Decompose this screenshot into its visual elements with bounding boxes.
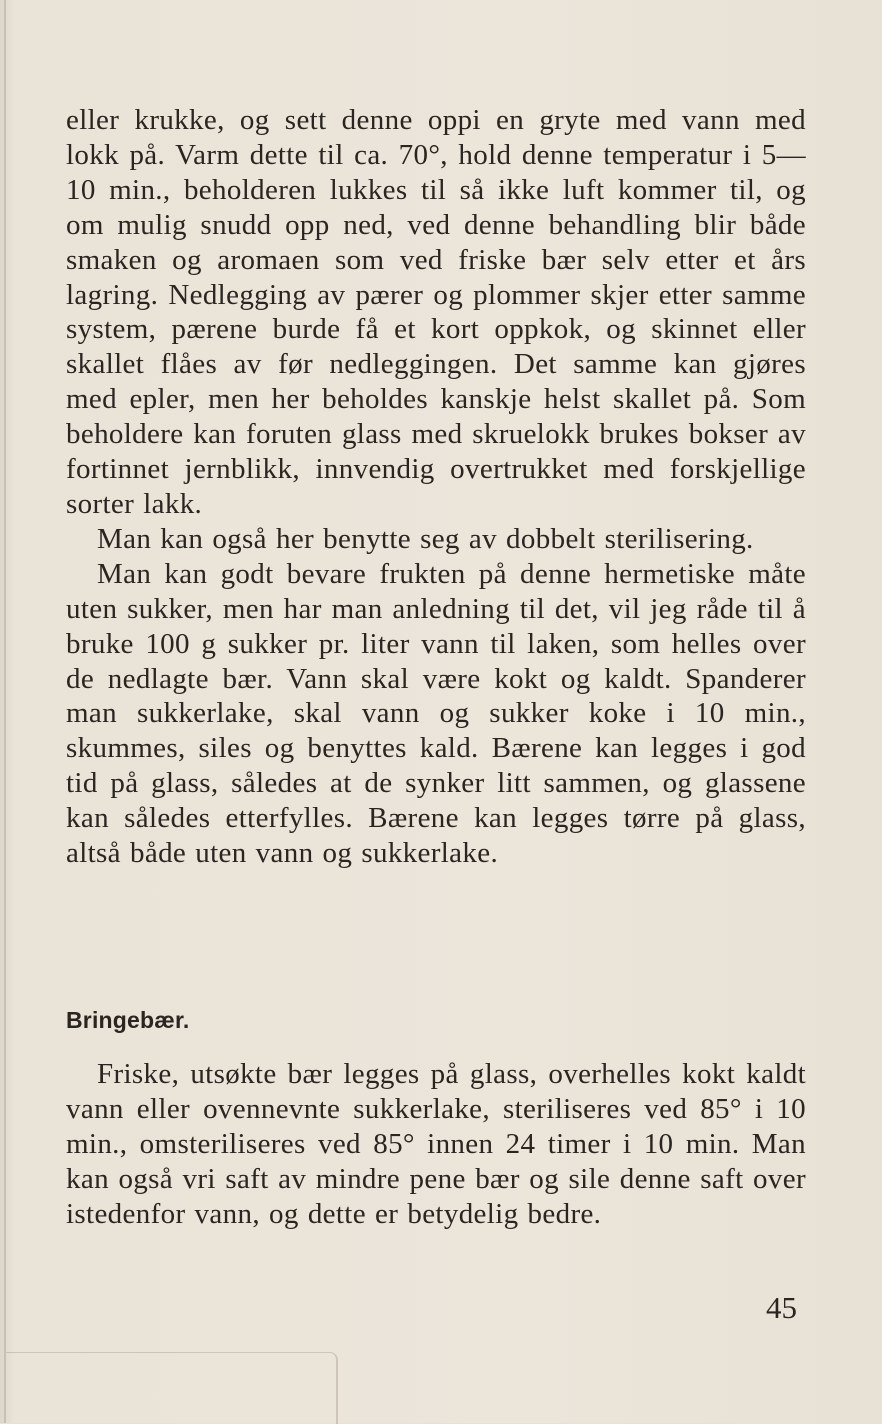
- paragraph-double-sterilization: Man kan også her benytte seg av dobbelt sterilisering.: [97, 522, 754, 555]
- paragraph-canning-method: eller krukke, og sett denne oppi en gryte med vann med lokk på. Varm dette til ca. 70°, hold denne temperatur i 5—10 min., beholderen lukkes til så ikke luft kommer til, og om mulig snudd opp ned, ved denne behandling blir både smaken og aromaen som ved friske bær selv etter et års lagring. Nedlegging av pærer og plommer skjer etter samme system, pærene burde få et kort oppkok, og skinnet eller skallet flåes av før nedleggingen. Det samme kan gjøres med epler, men her beholdes kanskje helst skallet på. Som beholdere kan foruten glass med skruelokk brukes bokser av fortinnet jernblikk, innvendig overtrukket med forskjellige sorter lakk.: [66, 104, 806, 520]
- section-heading: Bringebær.: [66, 1007, 190, 1033]
- paper-fold-mark: [6, 1352, 338, 1424]
- main-text-block: [66, 103, 806, 871]
- section-text-block: [66, 1057, 806, 1232]
- page-edge: [4, 0, 6, 1423]
- paragraph-sugar-syrup: Man kan godt bevare frukten på denne hermetiske måte uten sukker, men har man anledning til det, vil jeg råde til å bruke 100 g sukker pr. liter vann til laken, som helles over de nedlagte bær. Vann skal være kokt og kaldt. Spanderer man sukkerlake, skal vann og sukker koke i 10 min., skummes, siles og benyttes kald. Bærene kan legges i god tid på glass, således at de synker litt sammen, og glassene kan således etterfylles. Bærene kan legges tørre på glass, altså både uten vann og sukkerlake.: [66, 557, 806, 870]
- paragraph-raspberries: Friske, utsøkte bær legges på glass, overhelles kokt kaldt vann eller ovennevnte sukkerlake, steriliseres ved 85° i 10 min., omsteriliseres ved 85° innen 24 timer i 10 min. Man kan også vri saft av mindre pene bær og sile denne saft over istedenfor vann, og dette er betydelig bedre.: [66, 1058, 806, 1230]
- page-number: 45: [766, 1290, 797, 1325]
